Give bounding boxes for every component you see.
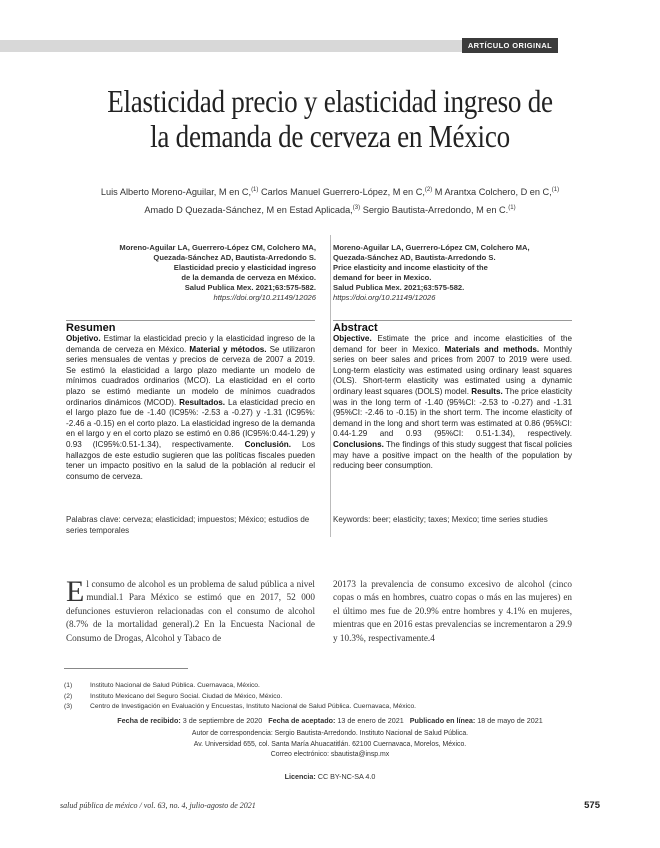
citation-en: Moreno-Aguilar LA, Guerrero-López CM, Colchero MA, Quezada-Sánchez AD, Bautista-Arredondo S. Price elasticity and income elasticity of the demand for beer in Mexico. Salud Publica Mex. 2021;63:575-582. https://doi.org/10.21149/12026 (333, 243, 530, 302)
author: Luis Alberto Moreno-Aguilar, M en C, (100, 187, 252, 198)
keywords-es: Palabras clave: cerveza; elasticidad; impuestos; México; estudios de series temporales (66, 515, 310, 535)
footnotes (64, 681, 604, 713)
footnote: (3) Centro de Investigación en Evaluación y Encuestas, Instituto Nacional de Salud Pública. Cuernavaca, México. (64, 703, 417, 710)
column-divider (330, 235, 331, 537)
article-title: Elasticidad precio y elasticidad ingreso de la demanda de cerveza en México (107, 84, 553, 154)
abstract-text: Objective. Estimate the price and income elasticities of the demand for beer in Mexico. Materials and methods. Monthly series on beer sales and prices from 2007 to 2019 were used. Long-term elasticity was estimated using ordinary least squares (OLS). Short-term elasticity was estimated using a dynamic ordinary least squares (DOLS) model. Results. The price elasticity was in the long term of -1.40 (95%CI: -2.53 to -0.27) and -1.31 (95%CI: -2.46 to -0.15) in the short term. The income elasticity of demand in the long and short term was estimated at 0.86 (95%CI: 0.44-1.29 and 0.93 (95%CI: 0.51-1.34), respectively. Conclusions. The findings of this study suggest that fiscal policies may have a positive impact on the health of the population by reducing beer consumption. (333, 334, 573, 471)
citation-es: Moreno-Aguilar LA, Guerrero-López CM, Colchero MA, Quezada-Sánchez AD, Bautista-Arredondo S. Elasticidad precio y elasticidad ingreso de la demanda de cerveza en México. Salud Publica Mex. 2021;63:575-582. https://doi.org/10.21149/12026 (119, 243, 316, 302)
resumen-text: Objetivo. Estimar la elasticidad precio y la elasticidad ingreso de la demanda de cerveza en México. Material y métodos. Se utilizaron series mensuales de ventas y precios de cerveza de 2007 a 2019. Se estimó la elasticidad a largo plazo mediante un modelo de mínimos cuadrados ordinarios (MCO). La elasticidad en el corto plazo se estimó mediante un modelo de mínimos cuadrados ordinarios dinámicos (MCOD). Resultados. La elasticidad precio en el largo plazo fue de -1.40 (IC95%: -2.53 a -0.27) y -1.31 (IC95%: -2.46 a -0.15) en el corto plazo. La elasticidad ingreso de la demanda en el largo y en el corto plazo se estimó en 0.86 (IC95%:0.44-1.29) y 0.93 (IC95%:0.51-1.34), respectivamente. Conclusión. Los hallazgos de este estudio sugieren que las políticas fiscales pueden tener un impacto positivo en la salud de la población al reducir el consumo de cerveza. (66, 334, 316, 481)
body-column-right: 20173 la prevalencia de consumo excesivo de alcohol (cinco copas o más en hombres, cuatro copas o más en las mujeres) en el último mes fue de 20.9% entre hombres y 4.1% en mujeres, mientras que en 2016 estas prevalencias se incrementaron a 29.9 y 10.3%, respectivamente.4 (333, 579, 572, 643)
abstract-heading: Abstract (333, 322, 378, 334)
email[interactable]: Correo electrónico: sbautista@insp.mx (270, 751, 390, 759)
body-column-left: El consumo de alcohol es un problema de salud pública a nivel mundial.1 Para México se estimó que en 2017, 52 000 defunciones estuvieron relacionadas con el consumo de alcohol (8.7% de la mortalidad general).2 En la Encuesta Nacional de Consumo de Drogas, Alcohol y Tabaco de (66, 575, 315, 643)
divider (333, 320, 572, 321)
divider (66, 320, 315, 321)
footnote: (2) Instituto Mexicano del Seguro Social. Ciudad de México, México. (64, 692, 283, 700)
footnote-rule (64, 668, 188, 669)
author: M Arantxa Colchero, D en C, (434, 187, 552, 198)
journal-footer: salud pública de méxico / vol. 63, no. 4, julio-agosto de 2021 (60, 801, 256, 810)
author: Amado D Quezada-Sánchez, M en Estad Aplicada, (144, 205, 353, 216)
author: Carlos Manuel Guerrero-López, M en C, (260, 187, 425, 198)
doi-link[interactable]: https://doi.org/10.21149/12026 (213, 293, 316, 302)
author-list: Luis Alberto Moreno-Aguilar, M en C,$^{(1)}$ Carlos Manuel Guerrero-López, M en C,$^{(2)}$ M Arantxa Colchero, D en C,$^{(1)}$ Amado D Quezada-Sánchez, M en Estad Aplicada,$^{(3)}$ Sergio Bautista-Arredondo, M en C.$^{(1)}$ (100, 187, 560, 216)
footnote: (1) Instituto Nacional de Salud Pública. Cuernavaca, México. (64, 682, 260, 689)
page-number: 575 (584, 800, 600, 811)
abstract-section (333, 322, 572, 472)
doi-link[interactable]: https://doi.org/10.21149/12026 (333, 293, 436, 302)
license: Licencia: CC BY-NC-SA 4.0 (284, 772, 376, 781)
section-tag: ARTÍCULO ORIGINAL (462, 38, 558, 53)
correspondence: Autor de correspondencia: Sergio Bautista-Arredondo. Instituto Nacional de Salud Pública. Av. Universidad 655, col. Santa María Ahuacatitlán. 62100 Cuernavaca, Morelos, México. Correo electrónico: sbautista@insp.mx (60, 729, 600, 761)
author: Sergio Bautista-Arredondo, M en C. (362, 205, 509, 216)
drop-cap: E (66, 575, 85, 608)
keywords-en: Keywords: beer; elasticity; taxes; Mexico; time series studies (333, 515, 548, 524)
resumen-heading: Resumen (66, 322, 116, 334)
publication-dates: Fecha de recibido: 3 de septiembre de 2020 Fecha de aceptado: 13 de enero de 2021 Publicado en línea: 18 de mayo de 2021 (117, 716, 543, 725)
resumen-section (66, 322, 315, 482)
